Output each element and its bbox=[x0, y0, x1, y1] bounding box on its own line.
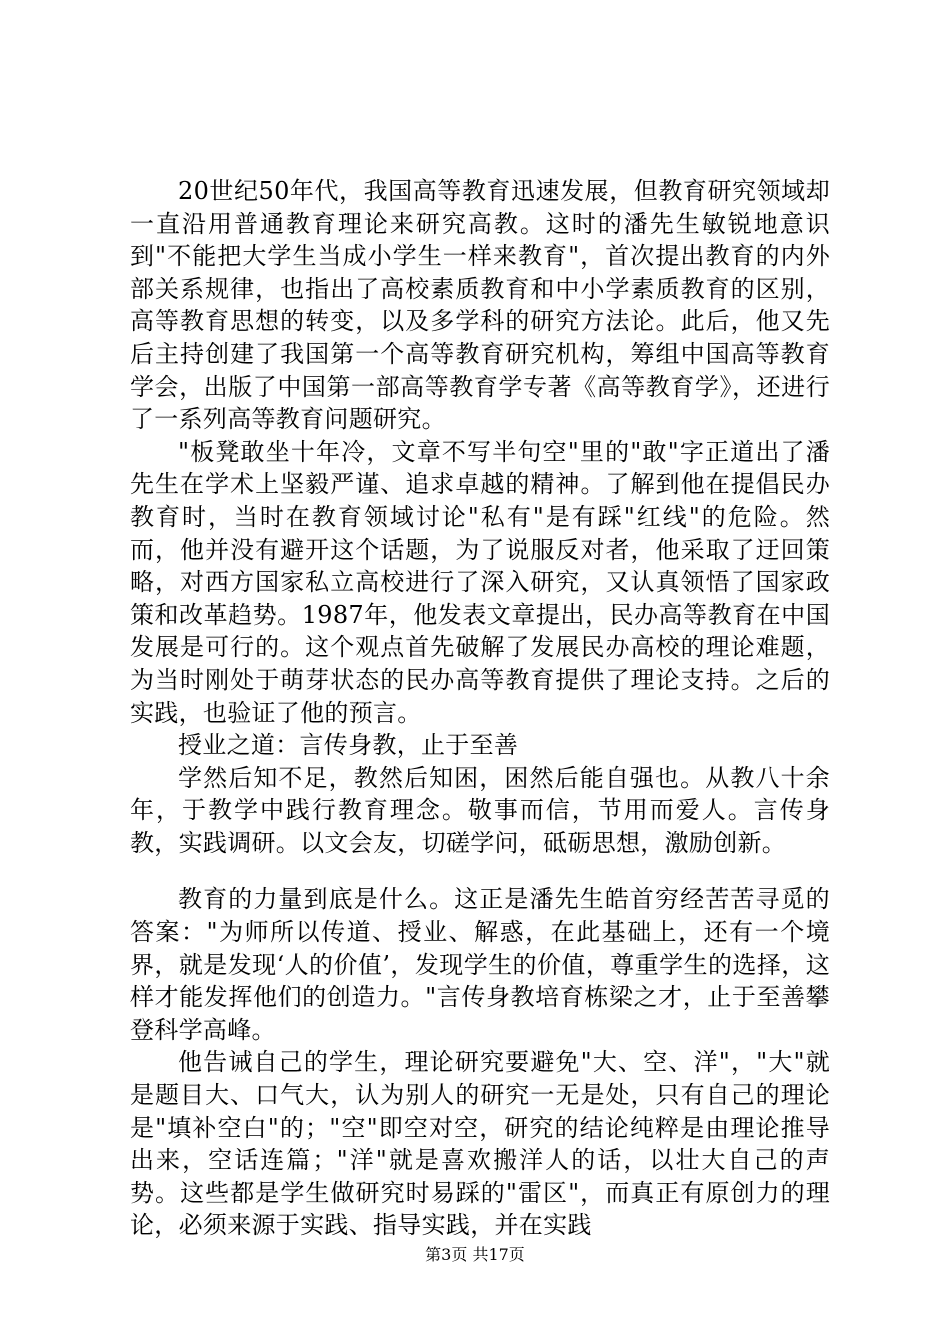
section-heading: 授业之道：言传身教，止于至善 bbox=[178, 731, 519, 760]
document-body bbox=[130, 175, 830, 1242]
paragraph-courage: "板凳敢坐十年冷，文章不写半句空"里的"敢"字正道出了潘先生在学术上坚毅严谨、追求卓越的精神。了解到他在提倡民办教育时，当时在教育领域讨论"私有"是有踩"红线"的危险。然而，他并没有避开这个话题，为了说服反对者，他采取了迂回策略，对西方国家私立高校进行了深入研究，又认真领悟了国家政策和改革趋势。1987年，他发表文章提出，民办高等教育在中国发展是可行的。这个观点首先破解了发展民办高校的理论难题，为当时刚处于萌芽状态的民办高等教育提供了理论支持。之后的实践，也验证了他的预言。 bbox=[130, 437, 830, 727]
paragraph-teaching: 学然后知不足，教然后知困，困然后能自强也。从教八十余年，于教学中践行教育理念。敬事而信，节用而爱人。言传身教，实践调研。以文会友，切磋学问，砥砺思想，激励创新。 bbox=[130, 763, 830, 857]
paragraph-advice: 他告诫自己的学生，理论研究要避免"大、空、洋"，"大"就是题目大、口气大，认为别人的研究一无是处，只有自己的理论是"填补空白"的；"空"即空对空，研究的结论纯粹是由理论推导出来，空话连篇；"洋"就是喜欢搬洋人的话，以壮大自己的声势。这些都是学生做研究时易踩的"雷区"，而真正有原创力的理论，必须来源于实践、指导实践，并在实践 bbox=[130, 1048, 830, 1240]
paragraph-history: 20世纪50年代，我国高等教育迅速发展，但教育研究领域却一直沿用普通教育理论来研究高教。这时的潘先生敏锐地意识到"不能把大学生当成小学生一样来教育"，首次提出教育的内外部关系规律，也指出了高校素质教育和中小学素质教育的区别，高等教育思想的转变，以及多学科的研究方法论。此后，他又先后主持创建了我国第一个高等教育研究机构，筹组中国高等教育学会，出版了中国第一部高等教育学专著《高等教育学》，还进行了一系列高等教育问题研究。 bbox=[130, 177, 830, 434]
page-number-footer: 第3页 共17页 bbox=[425, 1245, 525, 1264]
paragraph-power-of-education: 教育的力量到底是什么。这正是潘先生皓首穷经苦苦寻觅的答案："为师所以传道、授业、解惑，在此基础上，还有一个境界，就是发现‘人的价值’，发现学生的价值，尊重学生的选择，这样才能发挥他们的创造力。"言传身教培育栋梁之才，止于至善攀登科学高峰。 bbox=[130, 885, 830, 1044]
